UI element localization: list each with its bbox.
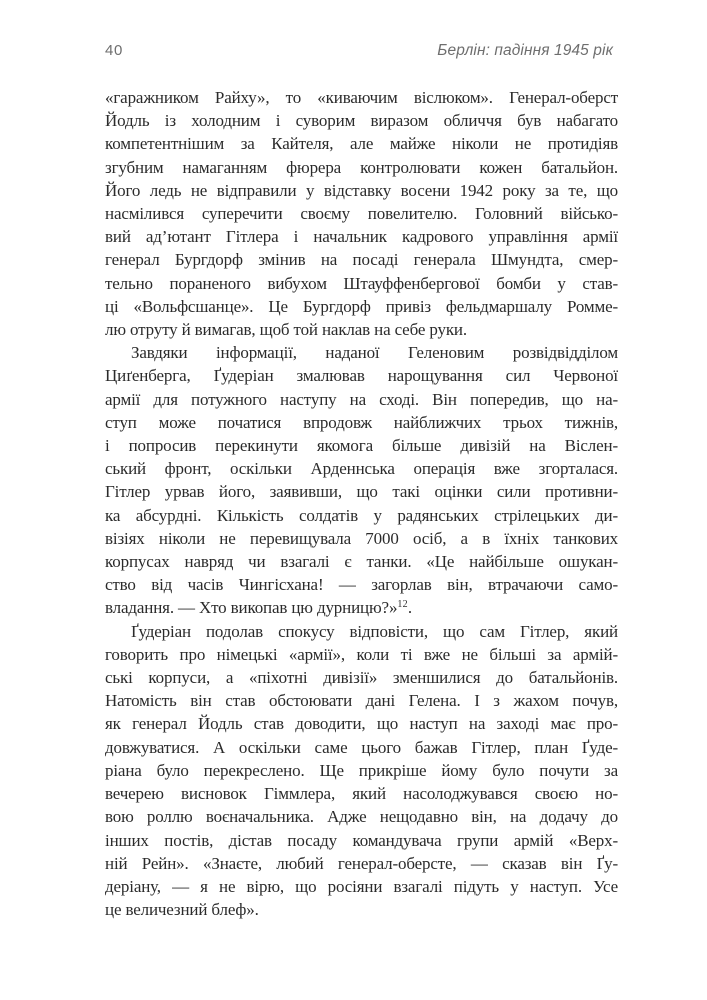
text-line: Ґудеріан подолав спокусу відповісти, що сам Гітлер, який (131, 621, 618, 641)
text-line: ріана було перекреслено. Ще прикріше йому було почути за (105, 760, 618, 780)
text-line: візіях ніколи не перевищувала 7000 осіб, а в їхніх танкових (105, 528, 618, 548)
text-line (105, 898, 618, 921)
text-line: вечерею висновок Гіммлера, який насолоджувався своєю но- (105, 784, 618, 804)
text-line (105, 318, 618, 341)
text-line: ній Рейн». «Знаєте, любий генерал-оберсте, — сказав він Ґу- (105, 853, 618, 873)
text-line: Натомість він став обстоювати дані Гелена. І з жахом почув, (105, 691, 618, 711)
text-line: згубним намаганням фюрера контролювати кожен батальйон. (105, 157, 618, 177)
text-line: тельно пораненого вибухом Штауффенбергової бомби у став- (105, 273, 618, 293)
body-text (105, 86, 618, 921)
text-line: «гаражником Райху», то «киваючим віслюком». Генерал-оберст (105, 88, 618, 107)
text-line: як генерал Йодль став доводити, що наступ на заході має про- (105, 714, 618, 734)
text-line: говорить про німецькі «армії», коли ті вже не більші за армій- (105, 644, 618, 664)
text-line: деріану, — я не вірю, що росіяни взагалі підуть у наступ. Усе (105, 876, 618, 896)
text-line: генерал Бургдорф змінив на посаді генерала Шмундта, смер- (105, 250, 618, 270)
footnote-reference: 12 (397, 599, 408, 611)
text-line: ступ може початися впродовж найближчих трьох тижнів, (105, 412, 618, 432)
text-line: інших постів, дістав посаду командувача групи армій «Верх- (105, 830, 618, 850)
line-text: це величезний блеф». (105, 900, 259, 920)
paragraph (105, 86, 618, 341)
paragraph (105, 341, 618, 619)
text-line: Його ледь не відправили у відставку восени 1942 року за те, що (105, 180, 618, 200)
page-number: 40 (105, 42, 123, 59)
page-header (105, 42, 613, 60)
line-text: лю отруту й вимагав, щоб той наклав на себе руки. (105, 320, 467, 340)
text-line (105, 596, 618, 619)
text-line: і попросив перекинути якомога більше дивізій на Віслен- (105, 436, 618, 456)
running-title: Берлін: падіння 1945 рік (437, 42, 613, 59)
text-line: вий ад’ютант Гітлера і начальник кадрового управління армії (105, 227, 618, 247)
text-line: ські корпуси, а «піхотні дивізії» зменшилися до батальйонів. (105, 668, 618, 688)
text-line: ський фронт, оскільки Арденнська операція вже згорталася. (105, 459, 618, 479)
text-line: ці «Вольфсшанце». Це Бургдорф привіз фельдмаршалу Ромме- (105, 296, 618, 316)
text-line: Гітлер урвав його, заявивши, що такі оцінки сили противни- (105, 482, 618, 502)
text-line: корпусах навряд чи взагалі є танки. «Це найбільше ошукан- (105, 552, 618, 572)
text-line: армії для потужного наступу на сході. Він попередив, що на- (105, 389, 618, 409)
text-line: вою роллю воєначальника. Адже нещодавно він, на додачу до (105, 807, 618, 827)
text-line: компетентнішим за Кайтеля, але майже ніколи не протидіяв (105, 134, 618, 154)
line-text: владання. — Хто викопав цю дурницю?» (105, 598, 398, 618)
paragraph (105, 620, 618, 922)
text-line: Йодль із холодним і суворим виразом обличчя був набагато (105, 111, 618, 131)
text-line: Циґенберга, Ґудеріан змалював нарощування сил Червоної (105, 366, 618, 386)
text-line: ка абсурдні. Кількість солдатів у радянських стрілецьких ди- (105, 505, 618, 525)
text-line: ство від часів Чингісхана! — загорлав він, втрачаючи само- (105, 575, 618, 595)
text-line: Завдяки інформації, наданої Геленовим розвідвідділом (131, 343, 618, 363)
text-line: довжуватися. А оскільки саме цього бажав Гітлер, план Ґуде- (105, 737, 618, 757)
line-text-after: . (407, 598, 413, 618)
text-line: насмілився суперечити своєму повелителю. Головний військо- (105, 204, 618, 224)
